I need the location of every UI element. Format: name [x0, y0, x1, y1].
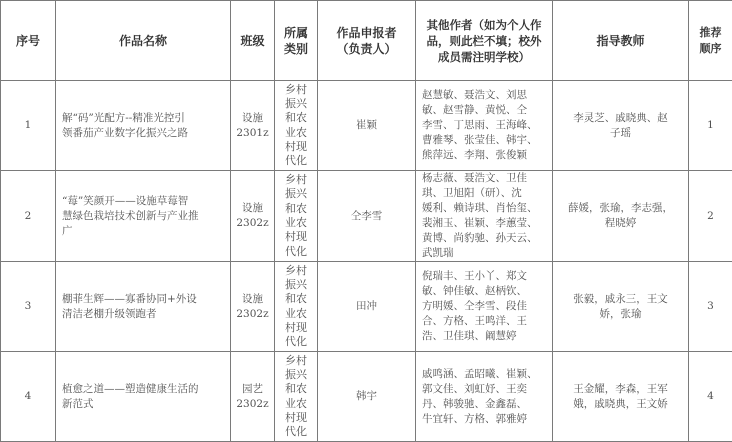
- row-applicant: 仝李雪: [318, 171, 416, 262]
- row-teacher: 王金耀，李森，王军 娥，戚晓典，王文娇: [553, 352, 689, 442]
- row-seq: 3: [1, 262, 56, 352]
- row-class: 设施 2302z: [231, 171, 275, 262]
- row-applicant: 田冲: [318, 262, 416, 352]
- row-rank: 3: [689, 262, 732, 352]
- row-applicant: 韩宇: [318, 352, 416, 442]
- row-teacher: 李灵芝、戚晓典、赵 子瑶: [553, 81, 689, 171]
- table-row: [1, 352, 732, 442]
- row-others: 杨志薇、聂浩文、卫佳 琪、卫旭阳（研）、沈 媛利、赖诗琪、肖怡玺、 裴湘玉、崔颖、李蕙莹、 黄博、尚豹驰、孙天云、 武凯瑞: [416, 171, 553, 262]
- row-teacher: 薛媛，张瑜，李志强， 程晓婷: [553, 171, 689, 262]
- row-seq: 1: [1, 81, 56, 171]
- row-others: 倪瑞丰、王小丫、郑文 敏、钟佳敏、赵柄钦、 方明媛、仝李雪、段佳 合、方格、王鸣洋、王 浩、卫佳琪、阚慧婷: [416, 262, 553, 352]
- row-name: 棚菲生辉——寡番协同+外设 清洁老棚升级领跑者: [56, 262, 231, 352]
- row-category: 乡村 振兴 和农 业农 村现 代化: [275, 352, 318, 442]
- row-seq: 2: [1, 171, 56, 262]
- row-rank: 2: [689, 171, 732, 262]
- row-applicant: 崔颖: [318, 81, 416, 171]
- row-others: 赵慧敏、聂浩文、刘思 敏、赵雪静、黄悦、仝 李雪、丁思雨、王海峰、 曹雅琴、张莹佳、韩宇、 熊萍远、李翔、张俊颖: [416, 81, 553, 171]
- table-row: [1, 262, 732, 352]
- header-applicant: 作品申报者 （负责人）: [318, 1, 416, 81]
- row-rank: 1: [689, 81, 732, 171]
- header-category: 所属 类别: [275, 1, 318, 81]
- row-others: 戚鸣涵、孟昭曦、崔颖、 郭文佳、刘虹妤、王奕 丹、韩骏驰、金鑫磊、 牛宜轩、方格、郭雅婷: [416, 352, 553, 442]
- row-class: 设施 2302z: [231, 262, 275, 352]
- header-row: [1, 1, 732, 81]
- table-row: [1, 171, 732, 262]
- header-name: 作品名称: [56, 1, 231, 81]
- row-class: 设施 2301z: [231, 81, 275, 171]
- row-rank: 4: [689, 352, 732, 442]
- row-name: 植愈之道——塑造健康生活的 新范式: [56, 352, 231, 442]
- row-class: 园艺 2302z: [231, 352, 275, 442]
- table-row: [1, 81, 732, 171]
- header-class: 班级: [231, 1, 275, 81]
- row-seq: 4: [1, 352, 56, 442]
- row-name: 解“码”光配方--精准光控引 领番茄产业数字化振兴之路: [56, 81, 231, 171]
- header-others: 其他作者（如为个人作 品，则此栏不填；校外 成员需注明学校）: [416, 1, 553, 81]
- row-name: “莓”笑颜开——设施草莓智 慧绿色栽培技术创新与产业推 广: [56, 171, 231, 262]
- header-rank: 推荐 顺序: [689, 1, 732, 81]
- row-teacher: 张毅，戚永三，王文 娇，张瑜: [553, 262, 689, 352]
- header-teacher: 指导教师: [553, 1, 689, 81]
- row-category: 乡村 振兴 和农 业农 村现 代化: [275, 81, 318, 171]
- row-category: 乡村 振兴 和农 业农 村现 代化: [275, 171, 318, 262]
- header-seq: 序号: [1, 1, 56, 81]
- row-category: 乡村 振兴 和农 业农 村现 代化: [275, 262, 318, 352]
